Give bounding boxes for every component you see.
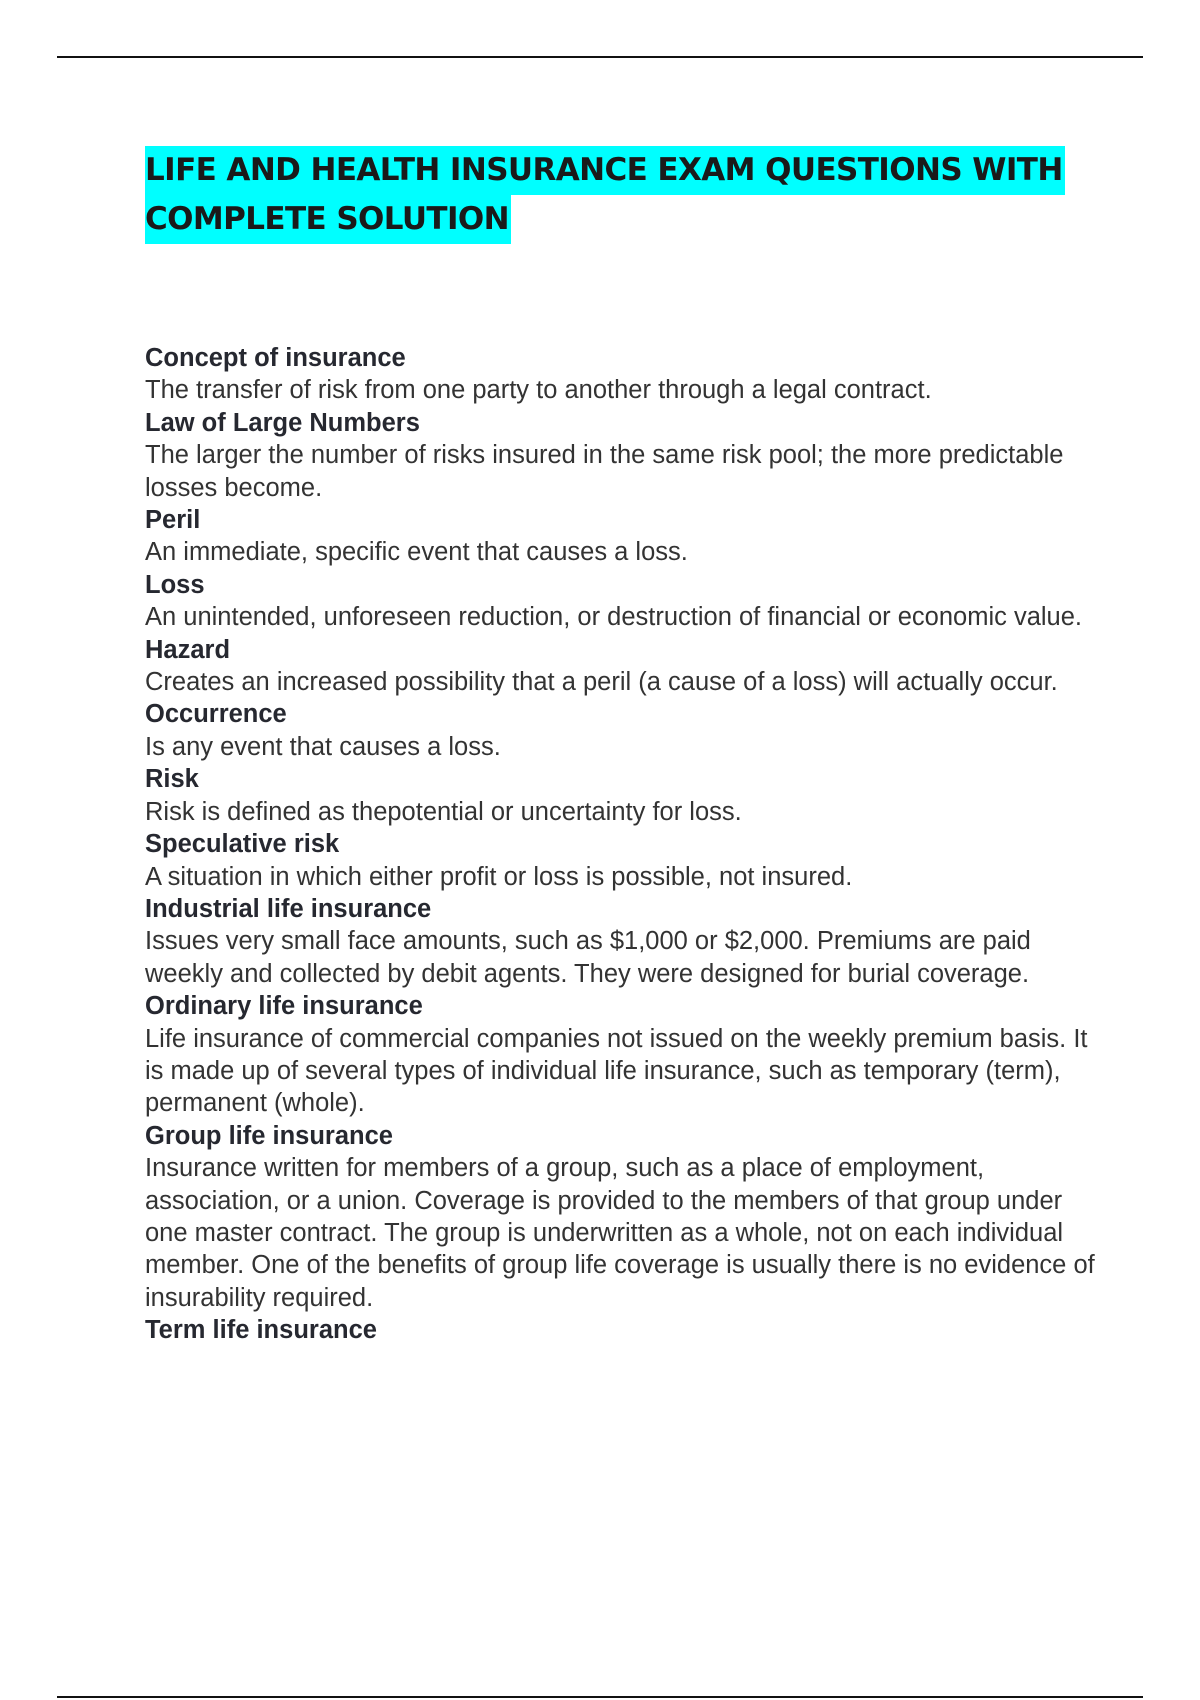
term-definition: Insurance written for members of a group, such as a place of employment, association, or a union. Coverage is provided to the members of that group under one master contract. The group is underwritten as a whole, not on each individual member. One of the benefits of group life coverage is usually there is no evidence of insurability required. [145, 1154, 1095, 1312]
term-definition: Is any event that causes a loss. [145, 732, 501, 761]
term-definition: An unintended, unforeseen reduction, or destruction of financial or economic value. [145, 603, 1083, 632]
term-heading: Group life insurance [145, 1121, 393, 1150]
term-heading: Occurrence [145, 700, 287, 729]
document-title [145, 146, 1085, 244]
top-rule [57, 56, 1143, 58]
term-definition: Life insurance of commercial companies not issued on the weekly premium basis. It is made up of several types of individual life insurance, such as temporary (term), permanent (whole). [145, 1024, 1088, 1118]
term-definition: The transfer of risk from one party to another through a legal contract. [145, 376, 932, 405]
term-definition: A situation in which either profit or loss is possible, not insured. [145, 862, 853, 891]
title-line-2: COMPLETE SOLUTION [145, 195, 511, 244]
term-heading: Risk [145, 765, 199, 794]
term-heading: Speculative risk [145, 830, 340, 859]
title-line-1: LIFE AND HEALTH INSURANCE EXAM QUESTIONS WITH [145, 146, 1065, 195]
term-heading: Law of Large Numbers [145, 408, 420, 437]
term-heading: Term life insurance [145, 1316, 377, 1345]
glossary-content [145, 342, 1095, 1347]
term-heading: Ordinary life insurance [145, 992, 423, 1021]
term-heading: Loss [145, 570, 205, 599]
term-definition: Issues very small face amounts, such as $1,000 or $2,000. Premiums are paid weekly and collected by debit agents. They were designed for burial coverage. [145, 927, 1031, 988]
term-definition: Creates an increased possibility that a peril (a cause of a loss) will actually occur. [145, 668, 1058, 697]
term-heading: Industrial life insurance [145, 894, 432, 923]
term-heading: Concept of insurance [145, 344, 406, 372]
term-definition: An immediate, specific event that causes a loss. [145, 538, 688, 567]
term-heading: Peril [145, 506, 201, 535]
term-heading: Hazard [145, 635, 231, 664]
term-definition: Risk is defined as thepotential or uncertainty for loss. [145, 797, 742, 826]
bottom-rule [57, 1696, 1143, 1698]
term-definition: The larger the number of risks insured in the same risk pool; the more predictable losses become. [145, 441, 1064, 502]
